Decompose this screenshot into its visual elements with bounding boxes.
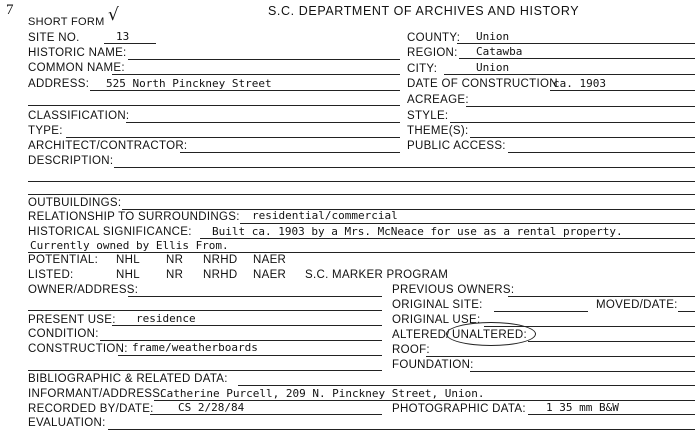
- construction-line: [118, 355, 382, 356]
- check-mark: √: [108, 5, 119, 25]
- style-label: STYLE:: [407, 110, 449, 122]
- unaltered-label: UNALTERED:: [452, 329, 527, 341]
- owner-label: OWNER/ADDRESS:: [28, 284, 139, 296]
- region-label: REGION:: [407, 47, 458, 59]
- present-use-line: [112, 325, 382, 326]
- outbuildings-line: [122, 209, 695, 210]
- altered-line: [528, 341, 695, 342]
- photographic-line: [528, 414, 695, 415]
- construction-label: CONSTRUCTION:: [28, 343, 128, 355]
- original-use-label: ORIGINAL USE:: [392, 314, 481, 326]
- address-label: ADDRESS:: [28, 78, 90, 90]
- informant-label: INFORMANT/ADDRESS:: [28, 388, 164, 400]
- unaltered-circle: [446, 322, 536, 346]
- owner-line-1: [128, 296, 382, 297]
- address-line: [90, 90, 400, 91]
- county-line: [457, 43, 695, 44]
- significance-value-2: Currently owned by Ellis From.: [30, 239, 229, 252]
- condition-label: CONDITION:: [28, 328, 99, 340]
- description-label: DESCRIPTION:: [28, 155, 114, 167]
- informant-value: Catherine Purcell, 209 N. Pinckney Street, Union.: [160, 387, 485, 400]
- previous-owners-label: PREVIOUS OWNERS:: [392, 284, 515, 296]
- region-value: Catawba: [476, 45, 523, 58]
- construction-value: frame/weatherboards: [132, 341, 258, 354]
- listed-naer: NAER: [253, 269, 287, 281]
- common-name-label: COMMON NAME:: [28, 62, 125, 74]
- photographic-value: 1 35 mm B&W: [546, 401, 619, 414]
- bibliographic-label: BIBLIOGRAPHIC & RELATED DATA:: [28, 373, 228, 385]
- site-no-value: 13: [116, 30, 130, 43]
- city-label: CITY:: [407, 63, 438, 75]
- relationship-value: residential/commercial: [252, 209, 398, 222]
- corner-mark: 7: [6, 2, 14, 18]
- present-use-value: residence: [136, 312, 196, 325]
- theme-line: [470, 137, 695, 138]
- county-value: Union: [476, 30, 510, 43]
- roof-label: ROOF:: [392, 344, 430, 356]
- listed-sc-marker: S.C. MARKER PROGRAM: [305, 269, 449, 281]
- listed-nhl: NHL: [116, 269, 140, 281]
- original-site-label: ORIGINAL SITE:: [392, 299, 483, 311]
- classification-label: CLASSIFICATION:: [28, 110, 130, 122]
- potential-label: POTENTIAL:: [28, 254, 99, 266]
- date-construction-label: DATE OF CONSTRUCTION: [407, 78, 558, 90]
- recorded-line: [150, 414, 382, 415]
- potential-nhl: NHL: [116, 254, 140, 266]
- historic-name-line: [128, 59, 400, 60]
- city-value: Union: [476, 61, 510, 74]
- acreage-label: ACREAGE:: [407, 94, 469, 106]
- present-use-label: PRESENT USE:: [28, 314, 116, 326]
- date-construction-value: ca. 1903: [553, 77, 606, 90]
- evaluation-label: EVALUATION:: [28, 417, 106, 429]
- historic-name-label: HISTORIC NAME:: [28, 47, 127, 59]
- architect-line: [180, 152, 400, 153]
- listed-nrhd: NRHD: [203, 269, 238, 281]
- architect-label: ARCHITECT/CONTRACTOR:: [28, 140, 188, 152]
- previous-owners-line: [508, 296, 695, 297]
- owner-line-2: [28, 310, 382, 311]
- theme-label: THEME(S):: [407, 125, 469, 137]
- foundation-label: FOUNDATION:: [392, 359, 474, 371]
- roof-line: [426, 356, 695, 357]
- style-line: [450, 122, 695, 123]
- date-construction-line: [550, 90, 695, 91]
- construction-line-2: [28, 370, 382, 371]
- acreage-line: [466, 106, 695, 107]
- classification-line: [126, 122, 400, 123]
- significance-value-1: Built ca. 1903 by a Mrs. McNeace for use as a rental property.: [212, 225, 623, 238]
- public-access-line: [508, 152, 695, 153]
- county-label: COUNTY:: [407, 32, 461, 44]
- potential-nr: NR: [166, 254, 184, 266]
- form-title: S.C. DEPARTMENT OF ARCHIVES AND HISTORY: [268, 4, 580, 18]
- significance-line-1: [200, 238, 695, 239]
- original-site-line: [494, 311, 588, 312]
- moved-date-line: [678, 311, 695, 312]
- classification-top-line: [28, 105, 400, 106]
- outbuildings-label: OUTBUILDINGS:: [28, 197, 122, 209]
- photographic-label: PHOTOGRAPHIC DATA:: [392, 403, 526, 415]
- altered-label: ALTERED/: [392, 329, 450, 341]
- evaluation-line: [108, 429, 695, 430]
- site-no-line: [104, 43, 156, 44]
- description-line-2: [28, 181, 695, 182]
- potential-naer: NAER: [253, 254, 287, 266]
- common-name-line: [112, 74, 400, 75]
- type-label: TYPE:: [28, 125, 63, 137]
- city-line: [444, 74, 695, 75]
- relationship-label: RELATIONSHIP TO SURROUNDINGS:: [28, 211, 240, 223]
- recorded-value: CS 2/28/84: [178, 401, 245, 414]
- significance-label: HISTORICAL SIGNIFICANCE:: [28, 226, 192, 238]
- foundation-line: [470, 371, 695, 372]
- relationship-line: [240, 223, 695, 224]
- recorded-label: RECORDED BY/DATE:: [28, 403, 154, 415]
- short-form-label: SHORT FORM: [28, 16, 105, 28]
- description-line-3: [28, 194, 695, 195]
- site-no-label: SITE NO.: [28, 32, 80, 44]
- potential-nrhd: NRHD: [203, 254, 238, 266]
- moved-date-label: MOVED/DATE:: [596, 299, 678, 311]
- listed-label: LISTED:: [28, 269, 74, 281]
- description-line-1: [114, 167, 695, 168]
- bibliographic-line: [238, 385, 695, 386]
- public-access-label: PUBLIC ACCESS:: [407, 140, 506, 152]
- region-line: [459, 58, 695, 59]
- listed-nr: NR: [166, 269, 184, 281]
- type-line: [66, 137, 400, 138]
- address-value: 525 North Pinckney Street: [106, 77, 272, 90]
- significance-line-2: [28, 252, 695, 253]
